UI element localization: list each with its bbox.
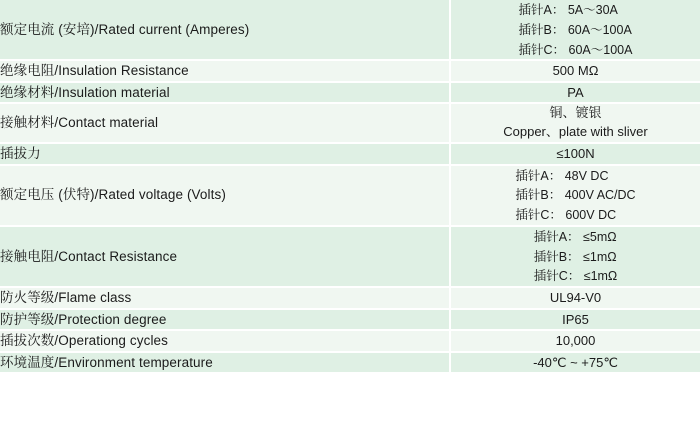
spec-label: 绝缘电阻/Insulation Resistance xyxy=(0,60,450,82)
table-row xyxy=(0,309,700,331)
spec-value-line: 铜、镀银 xyxy=(549,105,602,121)
spec-label: 接触材料/Contact material xyxy=(0,103,450,143)
table-row xyxy=(0,103,700,143)
spec-value-lines xyxy=(534,227,618,286)
table-row xyxy=(0,330,700,352)
spec-value-line: 插针C： ≤1mΩ xyxy=(533,269,618,284)
spec-value-line: 插针A： 5A～30A xyxy=(518,3,618,17)
spec-value-line: UL94-V0 xyxy=(549,290,602,306)
table-row xyxy=(0,287,700,309)
table-row xyxy=(0,82,700,104)
spec-value xyxy=(450,0,700,60)
spec-value-line: 500 MΩ xyxy=(552,63,599,79)
spec-label: 接触电阻/Contact Resistance xyxy=(0,226,450,287)
spec-value-lines xyxy=(519,0,633,59)
table-row xyxy=(0,352,700,374)
spec-value-line: ≤100N xyxy=(556,146,595,162)
spec-value xyxy=(450,330,700,352)
spec-label: 防火等级/Flame class xyxy=(0,287,450,309)
spec-label: 防护等级/Protection degree xyxy=(0,309,450,331)
table-row xyxy=(0,143,700,165)
table-row xyxy=(0,0,700,60)
spec-label: 绝缘材料/Insulation material xyxy=(0,82,450,104)
spec-value-line: 10,000 xyxy=(555,333,596,349)
spec-value-line: 插针C： 600V DC xyxy=(515,208,617,223)
spec-value-line: 插针A： 48V DC xyxy=(515,168,609,183)
spec-value xyxy=(450,309,700,331)
spec-value-line: Copper、plate with sliver xyxy=(503,124,648,140)
spec-value-line: PA xyxy=(567,84,584,100)
spec-value-line: 插针A： ≤5mΩ xyxy=(533,229,617,244)
spec-value-lines xyxy=(451,104,700,142)
spec-value xyxy=(450,165,700,226)
spec-value-line: 插针B： ≤1mΩ xyxy=(533,249,617,264)
table-row xyxy=(0,165,700,226)
spec-value xyxy=(450,226,700,287)
spec-value xyxy=(450,287,700,309)
spec-value xyxy=(450,82,700,104)
spec-value xyxy=(450,143,700,165)
spec-label: 插拔力 xyxy=(0,143,450,165)
spec-value-line: IP65 xyxy=(562,311,589,327)
spec-value-line: -40℃ ~ +75℃ xyxy=(533,354,618,370)
spec-label: 额定电压 (伏特)/Rated voltage (Volts) xyxy=(0,165,450,226)
spec-value xyxy=(450,60,700,82)
spec-value-line: 插针C： 60A～100A xyxy=(518,42,633,57)
spec-value xyxy=(450,352,700,374)
spec-label: 环境温度/Environment temperature xyxy=(0,352,450,374)
spec-value-line: 插针B： 400V AC/DC xyxy=(515,188,636,203)
table-row xyxy=(0,60,700,82)
spec-value xyxy=(450,103,700,143)
spec-label: 插拔次数/Operationg cycles xyxy=(0,330,450,352)
spec-label: 额定电流 (安培)/Rated current (Amperes) xyxy=(0,0,450,60)
spec-value-line: 插针B： 60A～100A xyxy=(518,22,632,37)
spec-value-lines xyxy=(515,166,635,225)
table-row xyxy=(0,226,700,287)
